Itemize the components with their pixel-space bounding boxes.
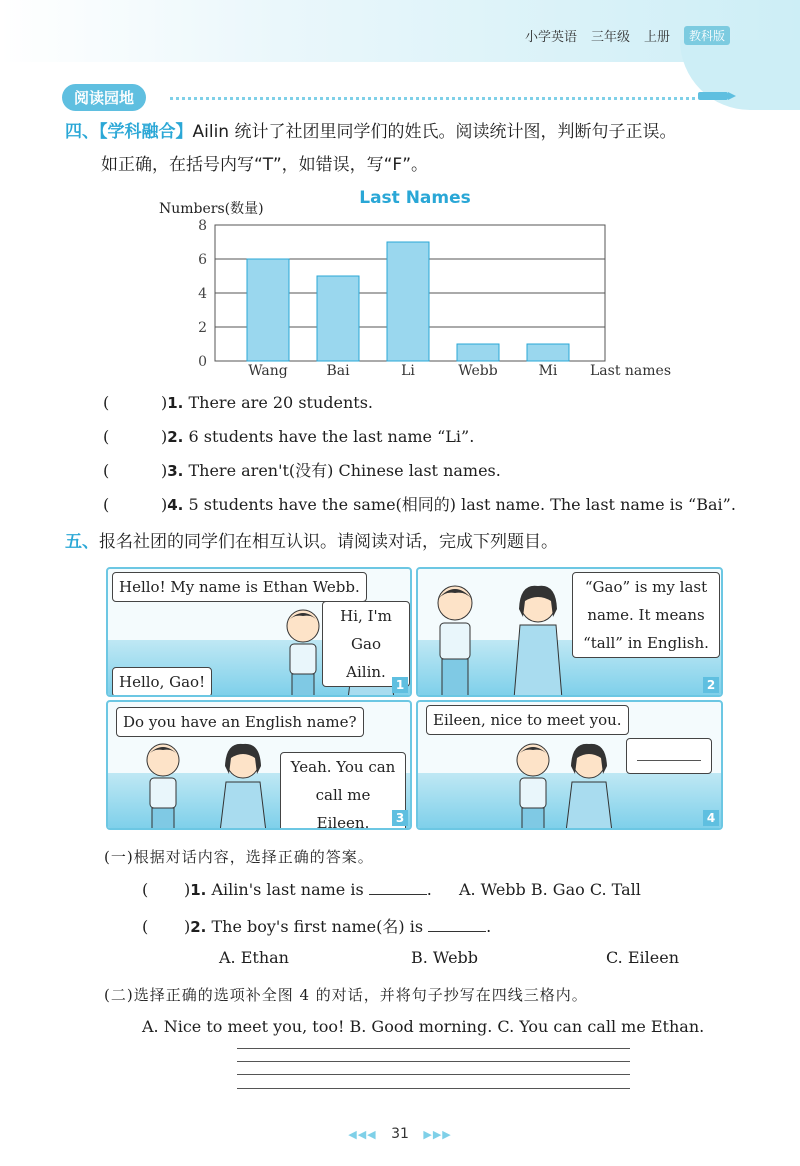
q5-instruction <box>65 528 558 556</box>
q4-item-3: ( )3. There aren't(没有) Chinese last names. <box>103 461 501 480</box>
bar-bai <box>317 276 359 361</box>
x-tick-label: Bai <box>326 363 350 379</box>
panel-number: 2 <box>703 677 719 693</box>
q4-item-1: ( )1. There are 20 students. <box>103 393 373 412</box>
comic-panel-2 <box>416 567 723 697</box>
answer-blank[interactable] <box>369 881 427 895</box>
comic-panel-1 <box>106 567 412 697</box>
answer-paren[interactable]: ( <box>103 461 110 480</box>
section-label: 阅读园地 <box>62 84 146 111</box>
subject-label: 小学英语 <box>524 30 577 45</box>
x-tick-label: Li <box>401 363 415 379</box>
x-tick-label: Webb <box>458 363 498 379</box>
left-arrows-icon: ◀◀◀ <box>348 1128 377 1141</box>
speech-bubble: Hello! My name is Ethan Webb. <box>112 572 367 602</box>
bar-webb <box>457 344 499 361</box>
part1-q2: ( )2. The boy's first name(名) is . <box>142 917 492 936</box>
x-tick-label: Wang <box>248 363 288 379</box>
right-arrows-icon: ▶▶▶ <box>423 1128 452 1141</box>
speech-bubble: Yeah. You can call me Eileen. <box>280 752 406 830</box>
y-tick-label: 2 <box>198 320 207 336</box>
panel-number: 1 <box>392 677 408 693</box>
panel-number: 3 <box>392 810 408 826</box>
speech-bubble: Hello, Gao! <box>112 667 212 697</box>
volume-label: 上册 <box>643 30 670 45</box>
q4-item-4: ( )4. 5 students have the same(相同的) last name. The last name is “Bai”. <box>103 495 736 514</box>
bar-li <box>387 242 429 361</box>
book-info <box>525 26 730 45</box>
q4-item-2: ( )2. 6 students have the last name “Li”. <box>103 427 475 446</box>
answer-paren[interactable]: ( <box>142 880 149 899</box>
y-tick-label: 0 <box>198 354 207 370</box>
girl-figure <box>208 740 278 830</box>
q4-instruction-line1 <box>65 118 676 146</box>
edition-badge: 教科版 <box>684 26 730 45</box>
boy-figure <box>128 738 198 830</box>
four-line-writing-area[interactable] <box>237 1048 630 1090</box>
answer-paren[interactable]: ( <box>142 917 149 936</box>
part1-heading: (一)根据对话内容，选择正确的答案。 <box>104 848 374 866</box>
q4-tag: 【学科融合】 <box>99 122 193 142</box>
speech-bubble: Eileen, nice to meet you. <box>426 705 629 735</box>
girl-figure <box>498 581 578 697</box>
bar-chart <box>150 185 690 380</box>
q2-option-c: C. Eileen <box>606 948 679 967</box>
grade-label: 三年级 <box>590 30 630 45</box>
bar-mi <box>527 344 569 361</box>
q2-option-b: B. Webb <box>411 948 479 967</box>
answer-paren[interactable]: ( <box>103 427 110 446</box>
x-tick-label: Mi <box>538 363 558 379</box>
comic-panel-3 <box>106 700 412 830</box>
q5-number: 五、 <box>65 532 99 552</box>
part2-options: A. Nice to meet you, too! B. Good morning. C. You can call me Ethan. <box>142 1017 705 1036</box>
q4-instruction-line2: 如正确，在括号内写“T”，如错误，写“F”。 <box>101 155 429 175</box>
girl-figure <box>554 740 624 830</box>
dotted-divider <box>170 97 695 100</box>
panel-number: 4 <box>703 810 719 826</box>
x-axis-label: Last names <box>590 363 672 379</box>
speech-bubble: Do you have an English name? <box>116 707 364 737</box>
part1-q1: ( )1. Ailin's last name is . A. Webb B. Gao C. Tall <box>142 880 641 899</box>
q2-option-a: A. Ethan <box>219 948 289 967</box>
y-axis-label: Numbers(数量) <box>159 201 264 217</box>
q4-number: 四、 <box>65 122 99 142</box>
speech-bubble: “Gao” is my last name. It means “tall” in English. <box>572 572 720 658</box>
page-footer <box>0 1126 800 1142</box>
pencil-icon <box>698 92 728 100</box>
q1-options: A. Webb B. Gao C. Tall <box>458 880 641 899</box>
answer-paren[interactable]: ( <box>103 495 110 514</box>
boy-figure <box>420 579 490 697</box>
bar-wang <box>247 259 289 361</box>
y-tick-label: 8 <box>198 218 207 234</box>
y-tick-label: 4 <box>198 286 207 302</box>
part2-heading: (二)选择正确的选项补全图 4 的对话，并将句子抄写在四线三格内。 <box>104 986 588 1004</box>
empty-speech-bubble[interactable] <box>626 738 712 774</box>
q5-text: 报名社团的同学们在相互认识。请阅读对话，完成下列题目。 <box>99 532 558 552</box>
y-tick-label: 6 <box>198 252 207 268</box>
speech-bubble: Hi, I'm Gao Ailin. <box>322 601 410 687</box>
answer-paren[interactable]: ( <box>103 393 110 412</box>
answer-blank[interactable] <box>428 918 486 932</box>
page-number: 31 <box>391 1126 409 1142</box>
comic-panel-4 <box>416 700 723 830</box>
q4-text: Ailin 统计了社团里同学们的姓氏。阅读统计图，判断句子正误。 <box>192 122 677 142</box>
chart-title: Last Names <box>359 188 471 208</box>
